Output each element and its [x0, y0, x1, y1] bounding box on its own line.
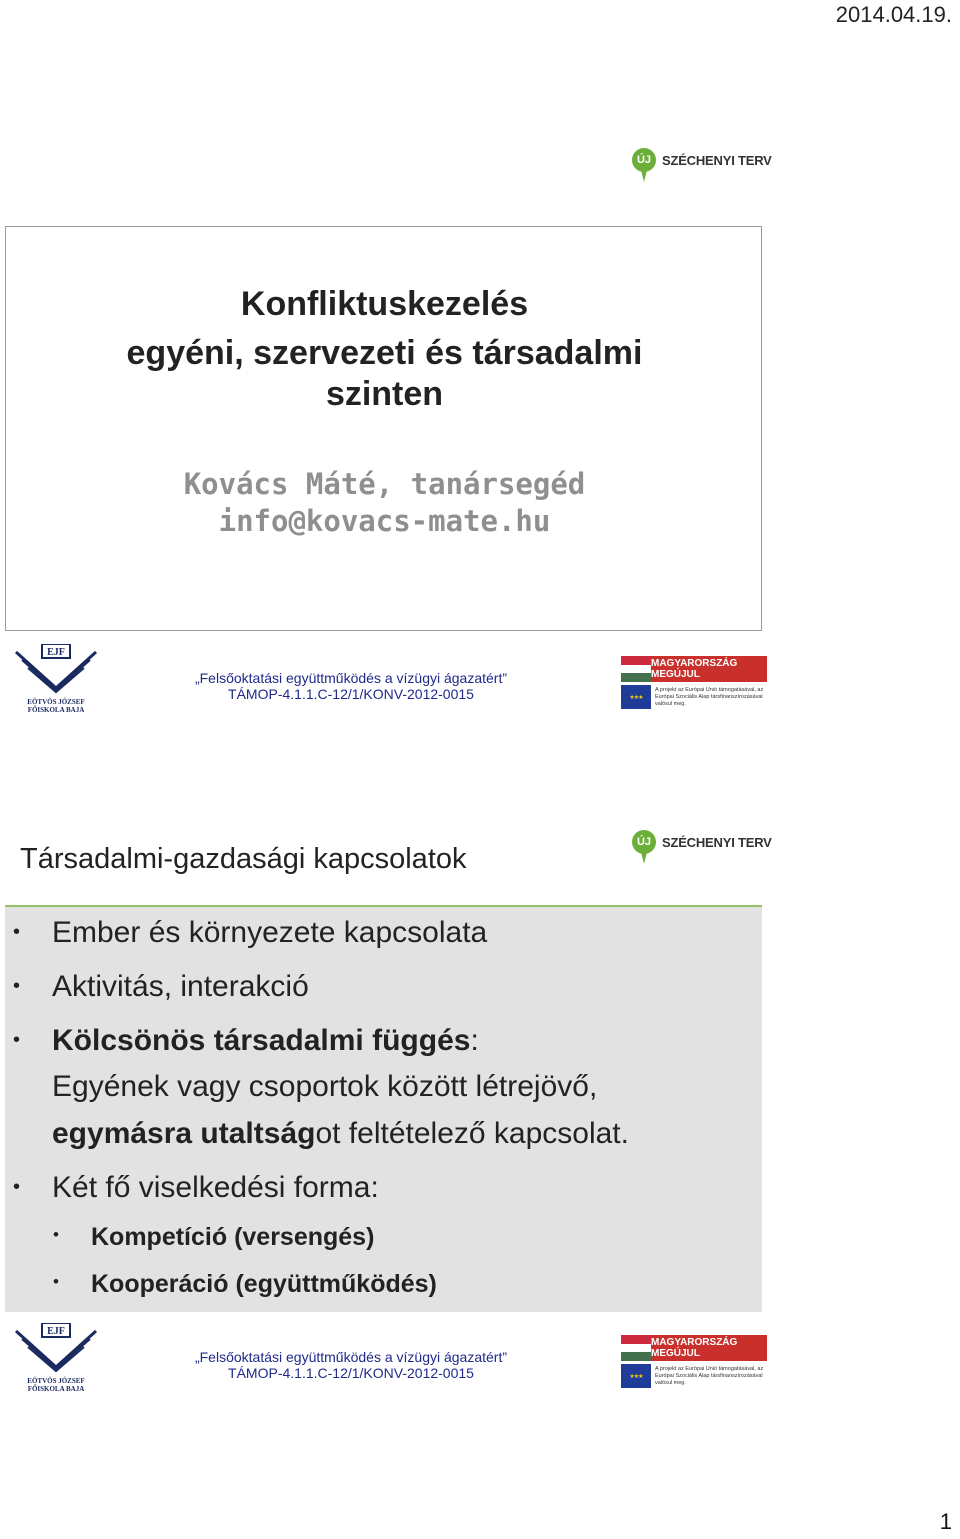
bullet-3 — [52, 1023, 479, 1059]
bullet-3-line2: Egyének vagy csoportok között létrejövő, — [52, 1070, 598, 1103]
szechenyi-logo-text-2: SZÉCHENYI TERV — [662, 834, 772, 850]
page-number: 1 — [939, 1509, 952, 1534]
ejf-logo — [14, 644, 98, 714]
slide2-title: Társadalmi-gazdasági kapcsolatok — [20, 843, 467, 875]
bullet-1-marker: • — [13, 921, 21, 943]
mm-banner-2: MAGYARORSZÁG MEGÚJUL — [651, 1335, 767, 1361]
szechenyi-uj-label-2: ÚJ — [636, 836, 652, 848]
magyarorszag-megujul-logo-2 — [621, 1335, 767, 1388]
footer-line1: „Felsőoktatási együttműködés a vízügyi ágazatért” — [194, 670, 508, 686]
bullet-3-bold: Kölcsönös társadalmi függés — [52, 1024, 471, 1057]
bullet-3-line3-bold: egymásra utaltság — [52, 1117, 316, 1150]
eu-flag-icon: ★★★ — [621, 685, 651, 709]
mm-banner: MAGYARORSZÁG MEGÚJUL — [651, 656, 767, 682]
szechenyi-pin-icon-2 — [632, 830, 656, 854]
szechenyi-pin-icon — [632, 148, 656, 172]
sub-bullet-1-marker: • — [53, 1225, 59, 1244]
footer-line2: TÁMOP-4.1.1.C-12/1/KONV-2012-0015 — [228, 686, 474, 702]
slide1-title-line3: szinten — [325, 375, 444, 413]
ejf-name-line2: FŐISKOLA BAJA — [27, 706, 85, 714]
footer-line2-2: TÁMOP-4.1.1.C-12/1/KONV-2012-0015 — [228, 1365, 474, 1381]
szechenyi-logo-text: SZÉCHENYI TERV — [662, 152, 772, 168]
title-slide — [5, 226, 762, 631]
slide1-title-line2: egyéni, szervezeti és társadalmi — [126, 334, 643, 372]
ejf-emblem-icon-2 — [14, 1323, 98, 1373]
bullet-2-marker: • — [13, 975, 21, 997]
footer-line1-2: „Felsőoktatási együttműködés a vízügyi ágazatért” — [194, 1349, 508, 1365]
footer-text — [121, 670, 581, 702]
bullet-3-line3-rest: ot feltételező kapcsolat. — [315, 1117, 629, 1150]
slide1-author: Kovács Máté, tanársegéd — [183, 467, 586, 501]
sub-bullet-2: Kooperáció (együttműködés) — [91, 1270, 437, 1298]
ejf-initials: EJF — [47, 647, 65, 658]
ejf-name-line1: EÖTVÖS JÓZSEF — [27, 698, 85, 706]
bullet-3-line3 — [52, 1116, 629, 1152]
magyarorszag-megujul-logo — [621, 656, 767, 709]
mm-small-text: A projekt az Európai Unió támogatásával, az Európai Szociális Alap társfinanszírozásával valósul meg. — [655, 686, 764, 707]
ejf-name-line2-2: FŐISKOLA BAJA — [27, 1385, 85, 1393]
szechenyi-logo — [632, 148, 772, 172]
slide1-email: info@kovacs-mate.hu — [218, 504, 551, 538]
bullet-2: Aktivitás, interakció — [52, 970, 309, 1003]
ejf-logo-2 — [14, 1323, 98, 1393]
mm-small-text-2: A projekt az Európai Unió támogatásával, az Európai Szociális Alap társfinanszírozásával valósul meg. — [655, 1365, 764, 1386]
slide1-title-line1: Konfliktuskezelés — [240, 285, 529, 323]
hungarian-flag-icon — [621, 656, 651, 682]
footer-text-2 — [121, 1349, 581, 1381]
content-panel — [5, 907, 762, 1312]
bullet-3-colon: : — [470, 1024, 479, 1057]
szechenyi-logo-2 — [632, 830, 772, 854]
bullet-4-marker: • — [13, 1176, 21, 1198]
eu-flag-icon-2: ★★★ — [621, 1364, 651, 1388]
bullet-3-marker: • — [13, 1029, 21, 1051]
ejf-initials-2: EJF — [47, 1326, 65, 1337]
hungarian-flag-icon-2 — [621, 1335, 651, 1361]
sub-bullet-1: Kompetíció (versengés) — [91, 1223, 375, 1251]
ejf-emblem-icon — [14, 644, 98, 694]
bullet-1: Ember és környezete kapcsolata — [52, 916, 488, 949]
page-date: 2014.04.19. — [835, 2, 952, 27]
ejf-name-line1-2: EÖTVÖS JÓZSEF — [27, 1377, 85, 1385]
bullet-4: Két fő viselkedési forma: — [52, 1171, 379, 1204]
sub-bullet-2-marker: • — [53, 1272, 59, 1291]
szechenyi-uj-label: ÚJ — [636, 154, 652, 166]
